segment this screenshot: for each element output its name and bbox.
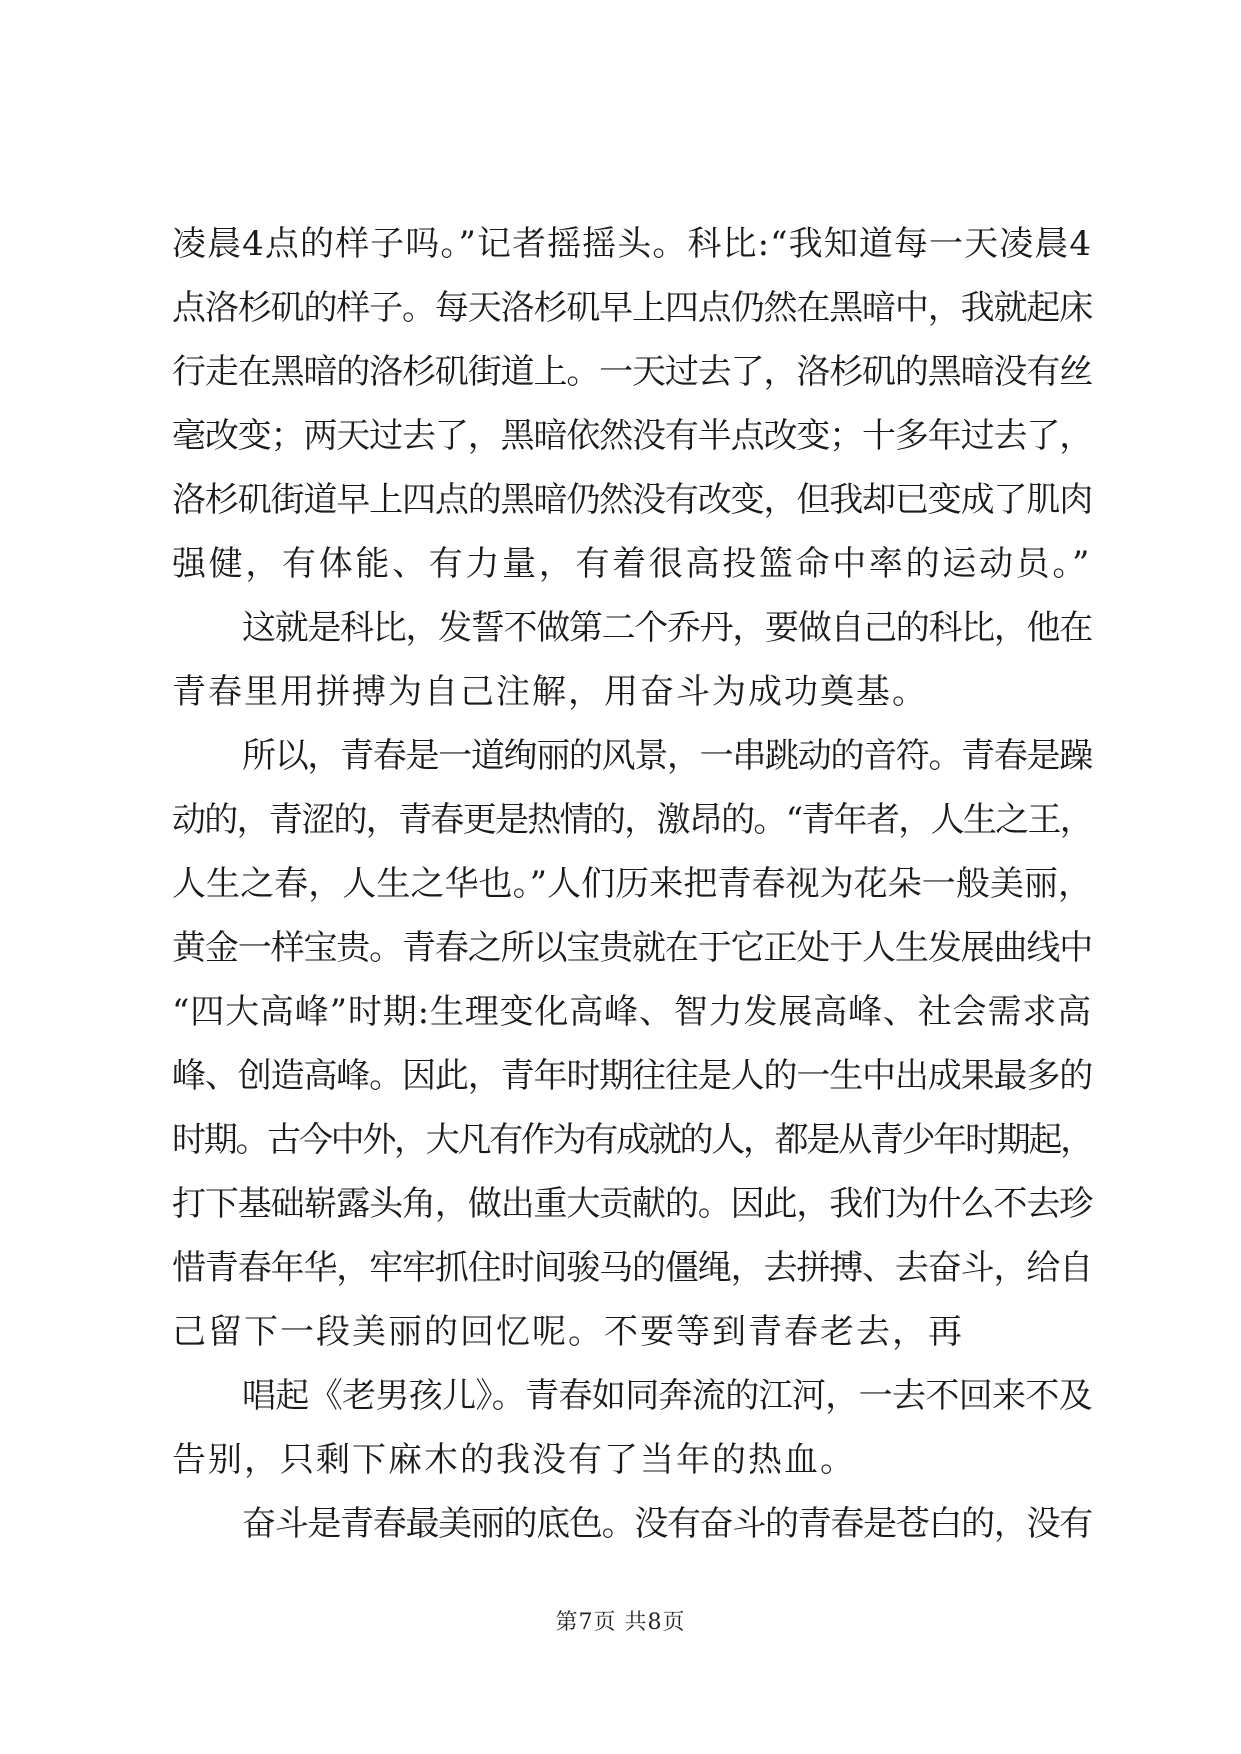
text-line: 所以，青春是一道绚丽的风景，一串跳动的音符。青春是躁 [242, 736, 1092, 776]
paragraph [172, 596, 1092, 724]
text-line: 告别，只剩下麻木的我没有了当年的热血。 [172, 1440, 856, 1480]
document-body [172, 212, 1092, 1556]
text-line: 峰、创造高峰。因此，青年时期往往是人的一生中出成果最多的 [172, 1056, 1093, 1096]
text-line: 打下基础崭露头角，做出重大贡献的。因此，我们为什么不去珍 [172, 1184, 1093, 1224]
text-line: 毫改变；两天过去了，黑暗依然没有半点改变；十多年过去了， [172, 416, 1093, 456]
text-line: 强健，有体能、有力量，有着很高投篮命中率的运动员。” [172, 544, 1093, 584]
text-line: 时期。古今中外，大凡有作为有成就的人，都是从青少年时期起， [172, 1120, 1092, 1160]
text-line: 洛杉矶街道早上四点的黑暗仍然没有改变，但我却已变成了肌肉 [172, 480, 1093, 520]
text-line: 己留下一段美丽的回忆呢。不要等到青春老去，再 [172, 1312, 964, 1352]
text-line: 动的，青涩的，青春更是热情的，激昂的。“青年者，人生之王， [172, 800, 1093, 840]
paragraph [172, 212, 1092, 596]
text-line: 奋斗是青春最美丽的底色。没有奋斗的青春是苍白的，没有 [242, 1504, 1092, 1544]
paragraph [172, 724, 1092, 1364]
paragraph [172, 1364, 1092, 1492]
text-line: “四大高峰”时期:生理变化高峰、智力发展高峰、社会需求高 [172, 992, 1093, 1032]
paragraph [172, 1492, 1092, 1556]
text-line: 唱起《老男孩儿》。青春如同奔流的江河，一去不回来不及 [242, 1376, 1093, 1416]
text-line: 青春里用拼搏为自己注解，用奋斗为成功奠基。 [172, 672, 928, 712]
text-line: 人生之春，人生之华也。”人们历来把青春视为花朵一般美丽， [172, 864, 1093, 904]
page-footer: 第7页 共8页 [555, 1610, 686, 1635]
text-line: 黄金一样宝贵。青春之所以宝贵就在于它正处于人生发展曲线中 [172, 928, 1093, 968]
text-line: 惜青春年华，牢牢抓住时间骏马的僵绳，去拼搏、去奋斗，给自 [172, 1248, 1093, 1288]
text-line: 行走在黑暗的洛杉矶街道上。一天过去了，洛杉矶的黑暗没有丝 [172, 352, 1093, 392]
text-line: 凌晨4点的样子吗。”记者摇摇头。科比:“我知道每一天凌晨4 [172, 224, 1093, 264]
text-line: 这就是科比，发誓不做第二个乔丹，要做自己的科比，他在 [242, 608, 1092, 648]
text-line: 点洛杉矶的样子。每天洛杉矶早上四点仍然在黑暗中，我就起床 [172, 288, 1093, 328]
